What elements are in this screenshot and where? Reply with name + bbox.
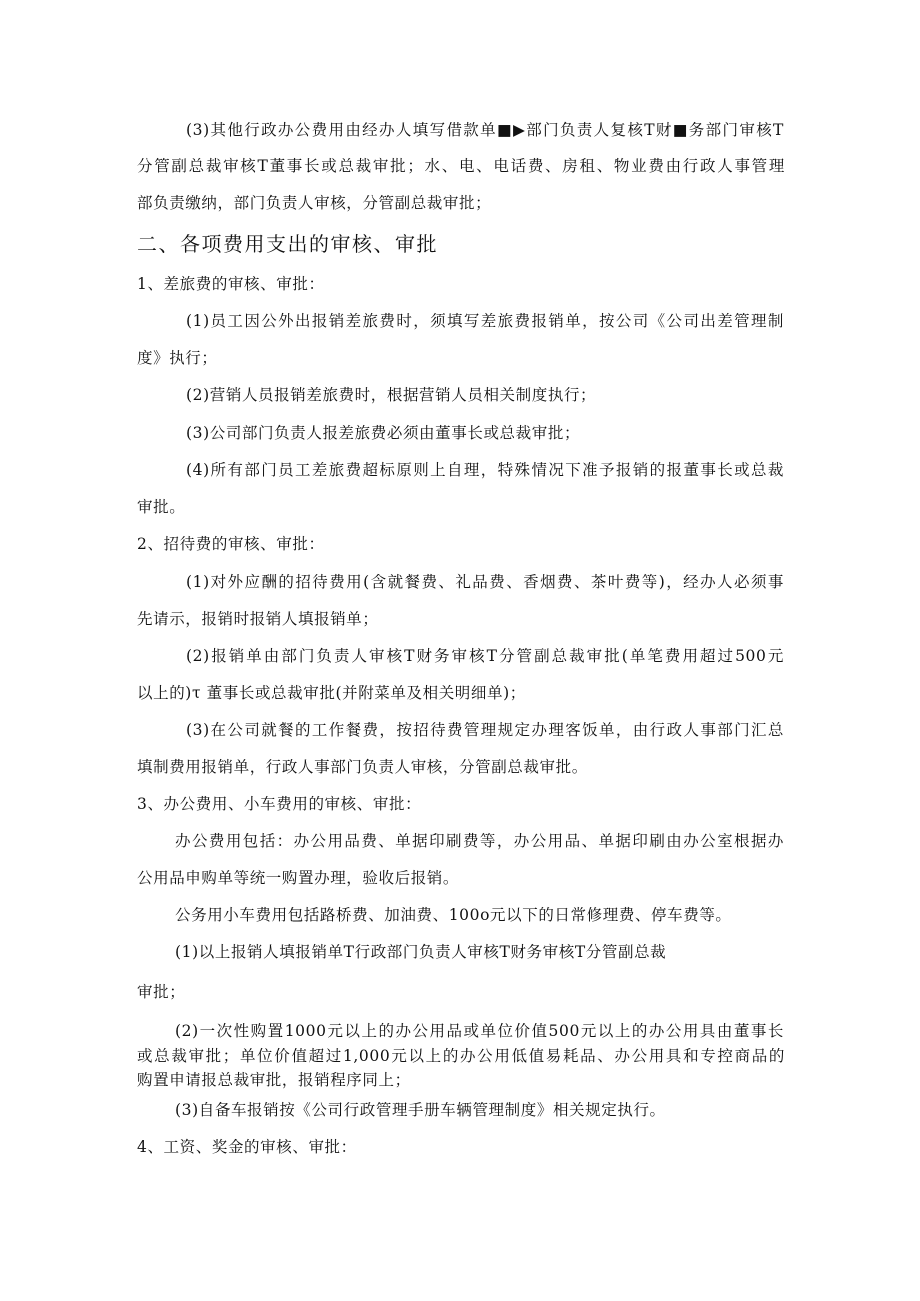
paragraph-line: 公务用小车费用包括路桥费、加油费、100o元以下的日常修理费、停车费等。 — [175, 906, 732, 924]
paragraph-line: (2)一次性购置1000元以上的办公用品或单位价值500元以上的办公用具由董事长 — [175, 1022, 784, 1040]
paragraph-line: (4)所有部门员工差旅费超标原则上自理，特殊情况下准予报销的报董事长或总裁 — [186, 461, 784, 479]
subsection-heading: 3、办公费用、小车费用的审核、审批： — [137, 795, 422, 813]
subsection-heading: 1、差旅费的审核、审批： — [137, 275, 325, 293]
paragraph-line: 填制费用报销单，行政人事部门负责人审核，分管副总裁审批。 — [137, 758, 588, 776]
paragraph-line: (3)在公司就餐的工作餐费，按招待费管理规定办理客饭单，由行政人事部门汇总 — [186, 721, 784, 739]
paragraph-line: 以上的)τ 董事长或总裁审批(并附菜单及相关明细单)； — [137, 684, 526, 702]
paragraph-line: (1)对外应酬的招待费用(含就餐费、礼品费、香烟费、茶叶费等)，经办人必须事 — [186, 573, 784, 591]
paragraph-line: 分管副总裁审核T董事长或总裁审批；水、电、电话费、房租、物业费由行政人事管理 — [137, 157, 785, 175]
paragraph-line: 度》执行； — [137, 349, 218, 367]
paragraph-line: 或总裁审批；单位价值超过1,000元以上的办公用低值易耗品、办公用具和专控商品的 — [137, 1047, 785, 1065]
paragraph-line: 审批； — [137, 983, 186, 1001]
paragraph-line: 公用品申购单等统一购置办理，验收后报销。 — [137, 869, 460, 887]
subsection-heading: 2、招待费的审核、审批： — [137, 535, 325, 553]
paragraph-line: 办公费用包括：办公用品费、单据印刷费等，办公用品、单据印刷由办公室根据办 — [175, 832, 784, 850]
paragraph-line: 部负责缴纳，部门负责人审核，分管副总裁审批； — [137, 194, 492, 212]
paragraph-line: (1)以上报销人填报销单T行政部门负责人审核T财务审核T分管副总裁 — [175, 943, 667, 961]
paragraph-line: (3)其他行政办公费用由经办人填写借款单■▶部门负责人复核T财■务部门审核T — [186, 121, 784, 139]
paragraph-line: (2)营销人员报销差旅费时，根据营销人员相关制度执行； — [186, 386, 597, 404]
paragraph-line: 先请示，报销时报销人填报销单； — [137, 610, 379, 628]
paragraph-line: (3)自备车报销按《公司行政管理手册车辆管理制度》相关规定执行。 — [175, 1101, 666, 1119]
paragraph-line: (3)公司部门负责人报差旅费必须由董事长或总裁审批； — [186, 424, 581, 442]
paragraph-line: 审批。 — [137, 498, 186, 516]
paragraph-line: 购置申请报总裁审批，报销程序同上； — [137, 1071, 411, 1089]
section-heading: 二、各项费用支出的审核、审批 — [137, 232, 438, 256]
paragraph-line: (1)员工因公外出报销差旅费时，须填写差旅费报销单，按公司《公司出差管理制 — [186, 312, 784, 330]
paragraph-line: (2)报销单由部门负责人审核T财务审核T分管副总裁审批(单笔费用超过500元 — [186, 647, 784, 665]
subsection-heading: 4、工资、奖金的审核、审批： — [137, 1138, 357, 1156]
